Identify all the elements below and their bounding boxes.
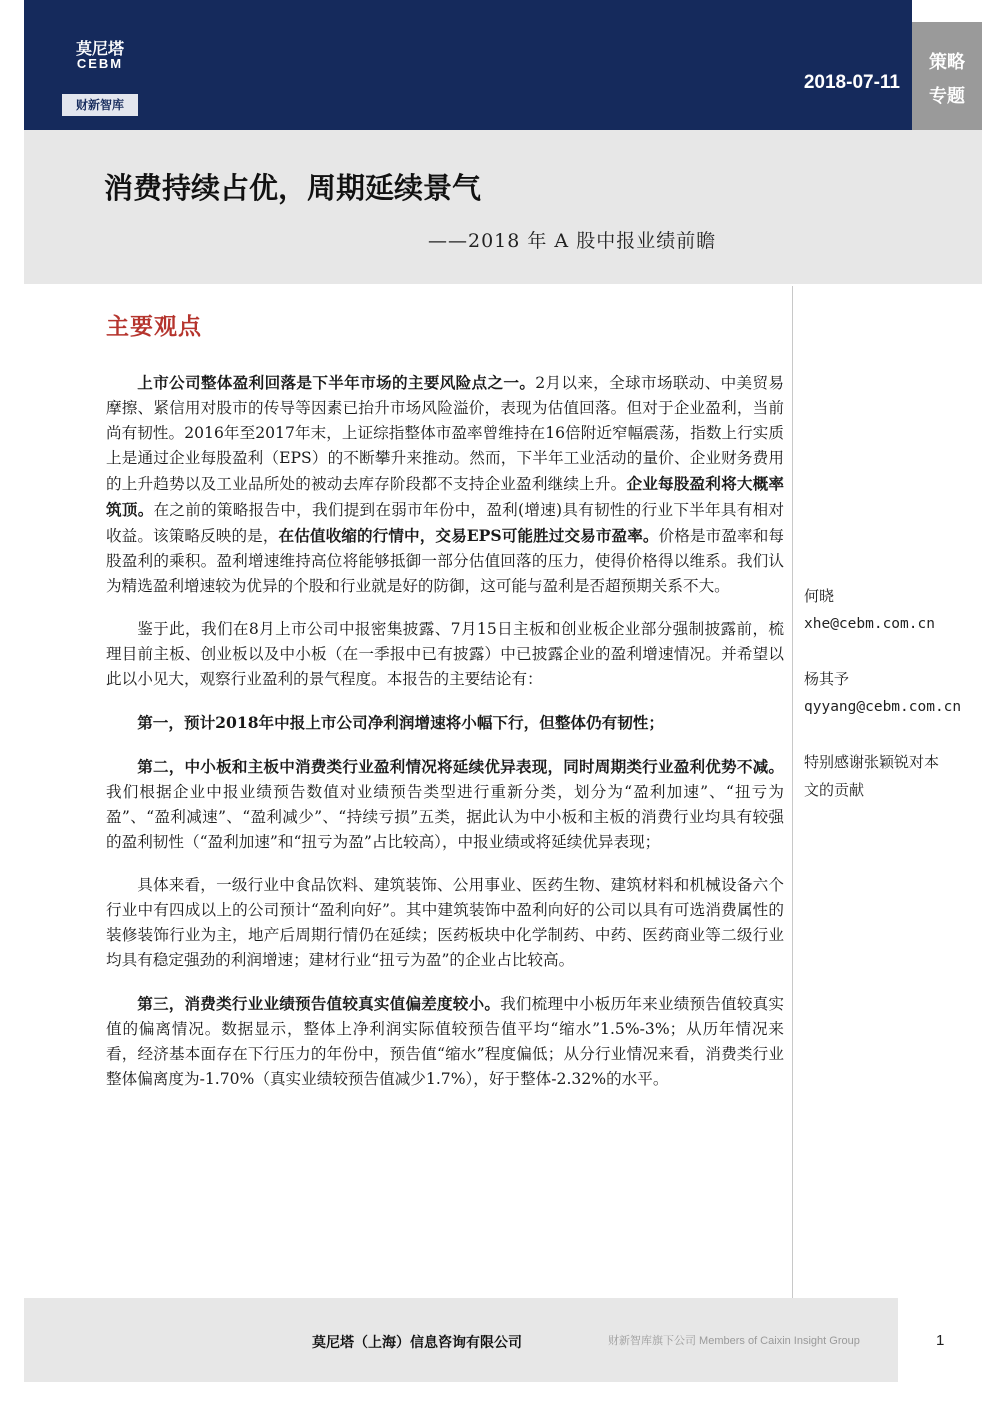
analyst-sidebar bbox=[804, 582, 984, 804]
paragraph-2: 鉴于此，我们在8月上市公司中报密集披露、7月15日主板和创业板企业部分强制披露前，梳理目前主板、创业板以及中小板（在一季报中已有披露）中已披露企业的盈利增速情况。并希望以此以小见大，观察行业盈利的景气程度。本报告的主要结论有： bbox=[106, 620, 784, 688]
report-type-tag bbox=[912, 22, 982, 130]
paragraph-1 bbox=[106, 370, 784, 599]
bold-phrase: 企业每股盈利将大概率筑顶。 bbox=[106, 474, 784, 519]
spacer bbox=[804, 638, 984, 665]
header-band bbox=[24, 0, 912, 130]
logo-cn-text: 莫尼塔 bbox=[75, 41, 124, 58]
text-run: 我们根据企业中报业绩预告数值对业绩预告类型进行重新分类，划分为“盈利加速”、“扭亏为盈”、“盈利减速”、“盈利减少”、“持续亏损”五类，据此认为中小板和主板的消费行业均具有较强的盈利韧性（“盈利加速”和“扭亏为盈”占比较高），中报业绩或将延续优异表现； bbox=[106, 783, 784, 851]
bold-phrase: 在估值收缩的行情中，交易EPS可能胜过交易市盈率。 bbox=[278, 526, 659, 545]
paragraph-6 bbox=[106, 991, 784, 1092]
tag-line-2: 专题 bbox=[929, 86, 965, 106]
text-run: 在之前的策略报告中，我们提到在弱市年份中，盈利(增速)具有韧性的行业下半年具有相对收益。该策略反映的是， bbox=[106, 501, 784, 545]
bold-phrase: 第三，消费类行业业绩预告值较真实值偏差度较小。 bbox=[137, 994, 501, 1013]
tag-line-1: 策略 bbox=[929, 52, 965, 72]
title-band bbox=[24, 130, 982, 284]
analyst-email[interactable]: xhe@cebm.com.cn bbox=[804, 616, 935, 632]
paragraph-5: 具体来看，一级行业中食品饮料、建筑装饰、公用事业、医药生物、建筑材料和机械设备六个行业中有四成以上的公司预计“盈利向好”。其中建筑装饰中盈利向好的公司以具有可选消费属性的装修装饰行业为主，地产后周期行情仍在延续；医药板块中化学制药、中药、医药商业等二级行业均具有稳定强劲的利润增速；建材行业“扭亏为盈”的企业占比较高。 bbox=[106, 876, 784, 969]
bold-phrase: 第二，中小板和主板中消费类行业盈利情况将延续优异表现，同时周期类行业盈利优势不减。 bbox=[137, 757, 784, 776]
logo-sub-text: 财新智库 bbox=[62, 94, 138, 116]
acknowledgement-line: 特别感谢张颖锐对本 bbox=[804, 753, 940, 771]
footer-group: 财新智库旗下公司 Members of Caixin Insight Group bbox=[608, 1335, 860, 1347]
page-subtitle: ——2018 年 A 股中报业绩前瞻 bbox=[428, 230, 717, 252]
report-date: 2018-07-11 bbox=[803, 72, 900, 93]
column-divider bbox=[792, 286, 793, 1298]
page-title: 消费持续占优，周期延续景气 bbox=[104, 173, 482, 205]
text-run: 2月以来，全球市场联动、中美贸易摩擦、紧信用对股市的传导等因素已抬升市场风险溢价，表现为估值回落。但对于企业盈利，当前尚有韧性。2016年至2017年末，上证综指整体市盈率曾维持在16倍附近窄幅震荡，指数上行实质上是通过企业每股盈利（EPS）的不断攀升来推动。然而，下半年工业活动的量价、企业财务费用的上升趋势以及工业品所处的被动去库存阶段都不支持企业盈利继续上升。 bbox=[106, 374, 784, 493]
page-number: 1 bbox=[936, 1332, 945, 1349]
section-heading: 主要观点 bbox=[106, 313, 202, 340]
paragraph-3 bbox=[106, 710, 784, 736]
analyst-email[interactable]: qyyang@cebm.com.cn bbox=[804, 699, 962, 715]
spacer bbox=[804, 721, 984, 748]
body-text bbox=[106, 370, 784, 1110]
text-run: 价格是市盈率和每股盈利的乘积。盈利增速维持高位将能够抵御一部分估值回落的压力，使得价格得以维系。我们认为精选盈利增速较为优异的个股和行业就是好的防御，这可能与盈利是否超预期关系不大。 bbox=[106, 527, 784, 595]
footer-company: 莫尼塔（上海）信息咨询有限公司 bbox=[312, 1334, 522, 1350]
analyst-name: 何晓 bbox=[804, 587, 835, 605]
bold-phrase: 上市公司整体盈利回落是下半年市场的主要风险点之一。 bbox=[137, 373, 536, 392]
bold-phrase: 第一，预计2018年中报上市公司净利润增速将小幅下行，但整体仍有韧性； bbox=[137, 713, 664, 732]
cebm-logo bbox=[62, 36, 138, 116]
logo-en-text: CEBM bbox=[76, 56, 124, 71]
analyst-name: 杨其予 bbox=[804, 670, 850, 688]
paragraph-4 bbox=[106, 754, 784, 855]
text-run: 我们梳理中小板历年来业绩预告值较真实值的偏离情况。数据显示，整体上净利润实际值较预告值平均“缩水”1.5%-3%；从历年情况来看，经济基本面存在下行压力的年份中，预告值“缩水”程度偏低；从分行业情况来看，消费类行业整体偏离度为-1.70%（真实业绩较预告值减少1.7%），好于整体-2.32%的水平。 bbox=[106, 995, 784, 1088]
acknowledgement-line: 文的贡献 bbox=[804, 781, 865, 799]
